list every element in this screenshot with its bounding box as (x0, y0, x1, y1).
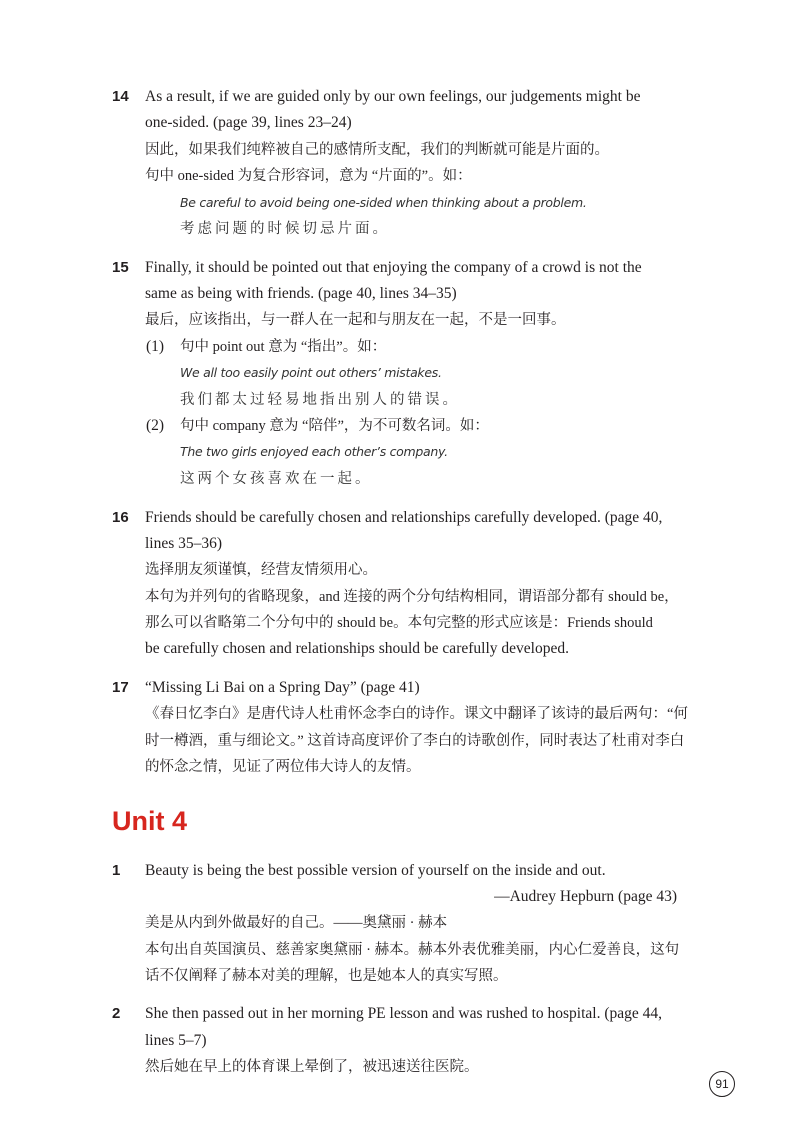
note-number: 14 (112, 88, 129, 105)
note-text: “Missing Li Bai on a Spring Day” (page 41) (145, 679, 420, 696)
translation: 最后，应该指出，与一群人在一起和与朋友在一起，不是一回事。 (145, 312, 566, 328)
explanation: 话不仅阐释了赫本对美的理解，也是她本人的真实写照。 (145, 968, 508, 984)
explanation: 句中 one-sided 为复合形容词，意为 “片面的”。如： (145, 168, 472, 184)
example-sentence: Be careful to avoid being one-sided when thinking about a problem. (180, 195, 587, 210)
note-text: She then passed out in her morning PE lesson and was rushed to hospital. (page 44, (145, 1005, 663, 1022)
page-number: 91 (709, 1071, 735, 1097)
translation: 然后她在早上的体育课上晕倒了，被迅速送往医院。 (145, 1059, 479, 1075)
explanation: 时一樽酒，重与细论文。” 这首诗高度评价了李白的诗歌创作，同时表达了杜甫对李白 (145, 733, 685, 749)
example-translation: 考虑问题的时候切忌片面。 (180, 221, 390, 237)
explanation: 本句出自英国演员、慈善家奥黛丽 · 赫本。赫本外表优雅美丽，内心仁爱善良，这句 (145, 942, 680, 958)
example-translation: 这两个女孩喜欢在一起。 (180, 471, 373, 487)
translation: 美是从内到外做最好的自己。——奥黛丽 · 赫本 (145, 915, 448, 931)
example-sentence: We all too easily point out others’ mistakes. (180, 365, 442, 380)
note-number: 16 (112, 509, 129, 526)
quote-attribution: —Audrey Hepburn (page 43) (494, 888, 677, 905)
translation: 因此，如果我们纯粹被自己的感情所支配，我们的判断就可能是片面的。 (145, 142, 609, 158)
note-text: Beauty is being the best possible version of yourself on the inside and out. (145, 862, 606, 879)
explanation: 句中 company 意为 “陪伴”，为不可数名词。如： (180, 418, 489, 434)
explanation: 句中 point out 意为 “指出”。如： (180, 339, 387, 355)
unit-heading: Unit 4 (112, 806, 188, 836)
note-text: As a result, if we are guided only by our own feelings, our judgements might be (145, 88, 641, 105)
sub-number: (1) (146, 338, 165, 355)
note-text: Finally, it should be pointed out that enjoying the company of a crowd is not the (145, 259, 642, 276)
note-text: same as being with friends. (page 40, lines 34–35) (145, 285, 457, 302)
explanation: 《春日忆李白》是唐代诗人杜甫怀念李白的诗作。课文中翻译了该诗的最后两句：“何 (145, 706, 688, 722)
sub-number: (2) (146, 417, 165, 434)
note-text: Friends should be carefully chosen and relationships carefully developed. (page 40, (145, 509, 663, 526)
explanation: 本句为并列句的省略现象，and 连接的两个分句结构相同，谓语部分都有 should be， (145, 589, 679, 605)
explanation: be carefully chosen and relationships should be carefully developed. (145, 640, 569, 657)
note-number: 2 (112, 1005, 121, 1022)
note-text: one-sided. (page 39, lines 23–24) (145, 114, 352, 131)
note-number: 1 (112, 862, 121, 879)
note-number: 17 (112, 679, 129, 696)
translation: 选择朋友须谨慎，经营友情须用心。 (145, 562, 377, 578)
explanation: 那么可以省略第二个分句中的 should be。本句完整的形式应该是：Friends should (145, 615, 653, 631)
example-translation: 我们都太过轻易地指出别人的错误。 (180, 392, 460, 408)
note-number: 15 (112, 259, 129, 276)
example-sentence: The two girls enjoyed each other’s company. (180, 444, 448, 459)
explanation: 的怀念之情，见证了两位伟大诗人的友情。 (145, 759, 421, 775)
note-text: lines 35–36) (145, 535, 223, 552)
note-text: lines 5–7) (145, 1032, 207, 1049)
